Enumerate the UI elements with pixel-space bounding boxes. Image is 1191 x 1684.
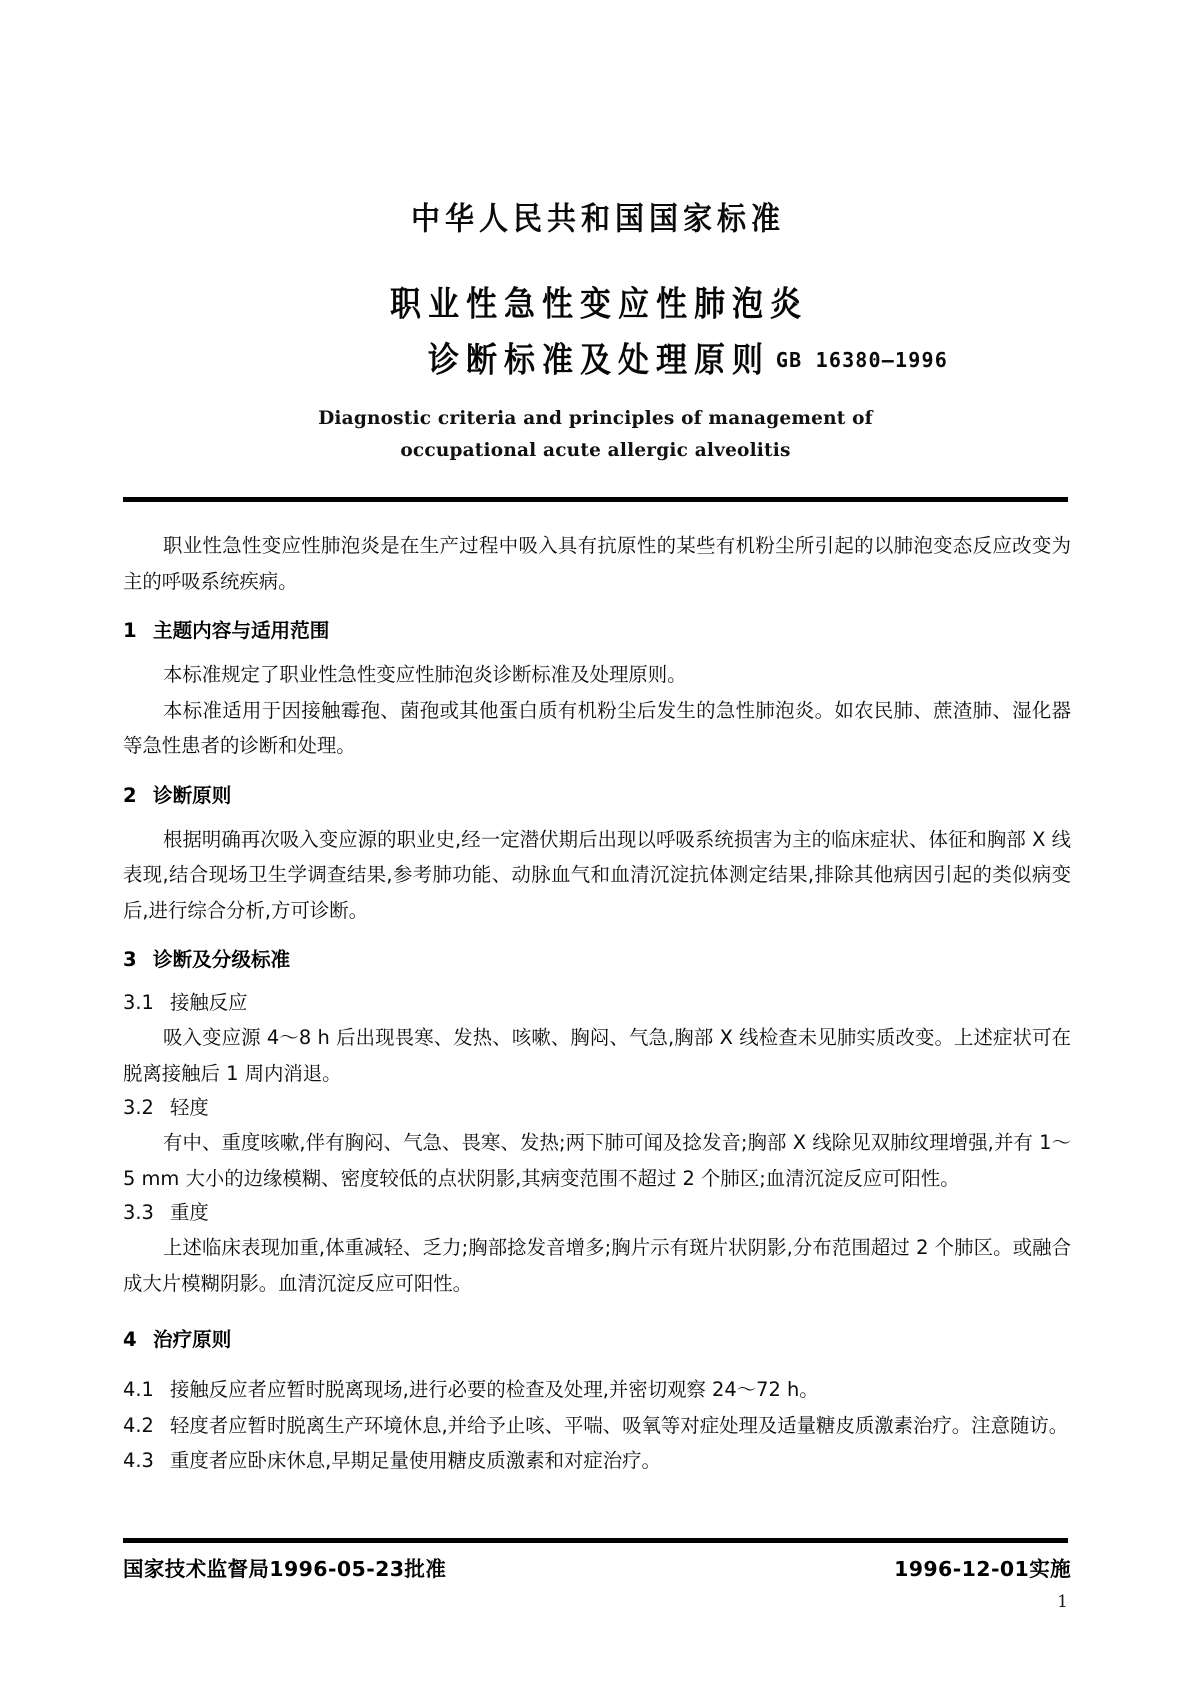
subsection-3-3-body: 上述临床表现加重,体重减轻、乏力;胸部捻发音增多;胸片示有斑片状阴影,分布范围超过 2 个肺区。或融合成大片模糊阴影。血清沉淀反应可阳性。 [123, 1236, 1071, 1295]
section-title-3: 诊断及分级标准 [153, 948, 291, 971]
section-1-paragraph-2: 本标准适用于因接触霉孢、菌孢或其他蛋白质有机粉尘后发生的急性肺泡炎。如农民肺、蔗渣肺、湿化器等急性患者的诊断和处理。 [123, 698, 1071, 757]
subsection-3-1-body: 吸入变应源 4～8 h 后出现畏寒、发热、咳嗽、胸闷、气急,胸部 X 线检查未见肺实质改变。上述症状可在脱离接触后 1 周内消退。 [123, 1026, 1071, 1085]
section-number-4: 4 [123, 1328, 137, 1351]
subsection-heading-3-2 [123, 1091, 1071, 1125]
subsection-title-3-1: 接触反应 [170, 991, 248, 1014]
masthead [0, 196, 1191, 237]
section-heading-3 [123, 943, 1071, 977]
subsection-number-3-2: 3.2 [123, 1096, 154, 1119]
section-heading-1 [123, 614, 1071, 648]
subsection-3-2-body: 有中、重度咳嗽,伴有胸闷、气急、畏寒、发热;两下肺可闻及捻发音;胸部 X 线除见双肺纹理增强,并有 1～5 mm 大小的边缘模糊、密度较低的点状阴影,其病变范围不超过 2 个肺区;血清沉淀反应可阳性。 [123, 1131, 1071, 1190]
approval-statement: 国家技术监督局1996-05-23批准 [123, 1557, 447, 1581]
page-footer [123, 1552, 1071, 1582]
section-2-paragraph-1: 根据明确再次吸入变应源的职业史,经一定潜伏期后出现以呼吸系统损害为主的临床症状、体征和胸部 X 线表现,结合现场卫生学调查结果,参考肺功能、动脉血气和血清沉淀抗体测定结果,排除其他病因引起的类似病变后,进行综合分析,方可诊断。 [123, 827, 1071, 922]
title-block [0, 278, 1191, 461]
header-divider-rule [123, 497, 1068, 500]
title-line-1-row [0, 278, 1191, 334]
subsection-title-3-3: 重度 [170, 1201, 209, 1224]
section-heading-4 [123, 1323, 1071, 1357]
implementation-statement: 1996-12-01实施 [894, 1557, 1071, 1581]
item-number-4-2: 4.2 [123, 1413, 154, 1437]
standard-number: GB 16380—1996 [775, 348, 948, 372]
english-title-line-1: Diagnostic criteria and principles of management of [318, 408, 873, 429]
treatment-item-4-2 [123, 1408, 1071, 1444]
section-title-2: 诊断原则 [153, 783, 232, 807]
subsection-title-3-2: 轻度 [170, 1096, 209, 1119]
footer-divider-rule [123, 1538, 1068, 1541]
national-standard-label: 中华人民共和国国家标准 [410, 199, 785, 237]
item-text-4-2: 轻度者应暂时脱离生产环境休息,并给予止咳、平喘、吸氧等对症处理及适量糖皮质激素治疗。注意随访。 [170, 1413, 1069, 1437]
item-text-4-3: 重度者应卧床休息,早期足量使用糖皮质激素和对症治疗。 [170, 1449, 661, 1472]
document-body [123, 528, 1071, 1479]
page-number: 1 [1057, 1592, 1068, 1612]
subsection-heading-3-1 [123, 986, 1071, 1020]
document-title-line-1: 职业性急性变应性肺泡炎 [390, 284, 808, 325]
section-heading-2 [123, 779, 1071, 813]
treatment-item-4-1 [123, 1372, 1071, 1408]
item-text-4-1: 接触反应者应暂时脱离现场,进行必要的检查及处理,并密切观察 24～72 h。 [170, 1378, 819, 1401]
section-title-1: 主题内容与适用范围 [153, 619, 330, 642]
document-title-line-2: 诊断标准及处理原则 [428, 340, 770, 381]
section-number-1: 1 [123, 619, 137, 642]
section-number-2: 2 [123, 783, 137, 807]
section-number-3: 3 [123, 948, 137, 971]
treatment-item-4-3 [123, 1443, 1071, 1479]
subsection-number-3-3: 3.3 [123, 1201, 154, 1224]
subsection-heading-3-3 [123, 1196, 1071, 1230]
item-number-4-1: 4.1 [123, 1378, 154, 1401]
section-1-paragraph-1: 本标准规定了职业性急性变应性肺泡炎诊断标准及处理原则。 [163, 663, 687, 686]
section-title-4: 治疗原则 [153, 1328, 232, 1351]
english-title-line-2: occupational acute allergic alveolitis [400, 440, 791, 461]
item-number-4-3: 4.3 [123, 1449, 154, 1472]
title-line-2-row [0, 334, 1191, 390]
subsection-number-3-1: 3.1 [123, 991, 154, 1014]
intro-paragraph: 职业性急性变应性肺泡炎是在生产过程中吸入具有抗原性的某些有机粉尘所引起的以肺泡变态反应改变为主的呼吸系统疾病。 [123, 534, 1071, 593]
